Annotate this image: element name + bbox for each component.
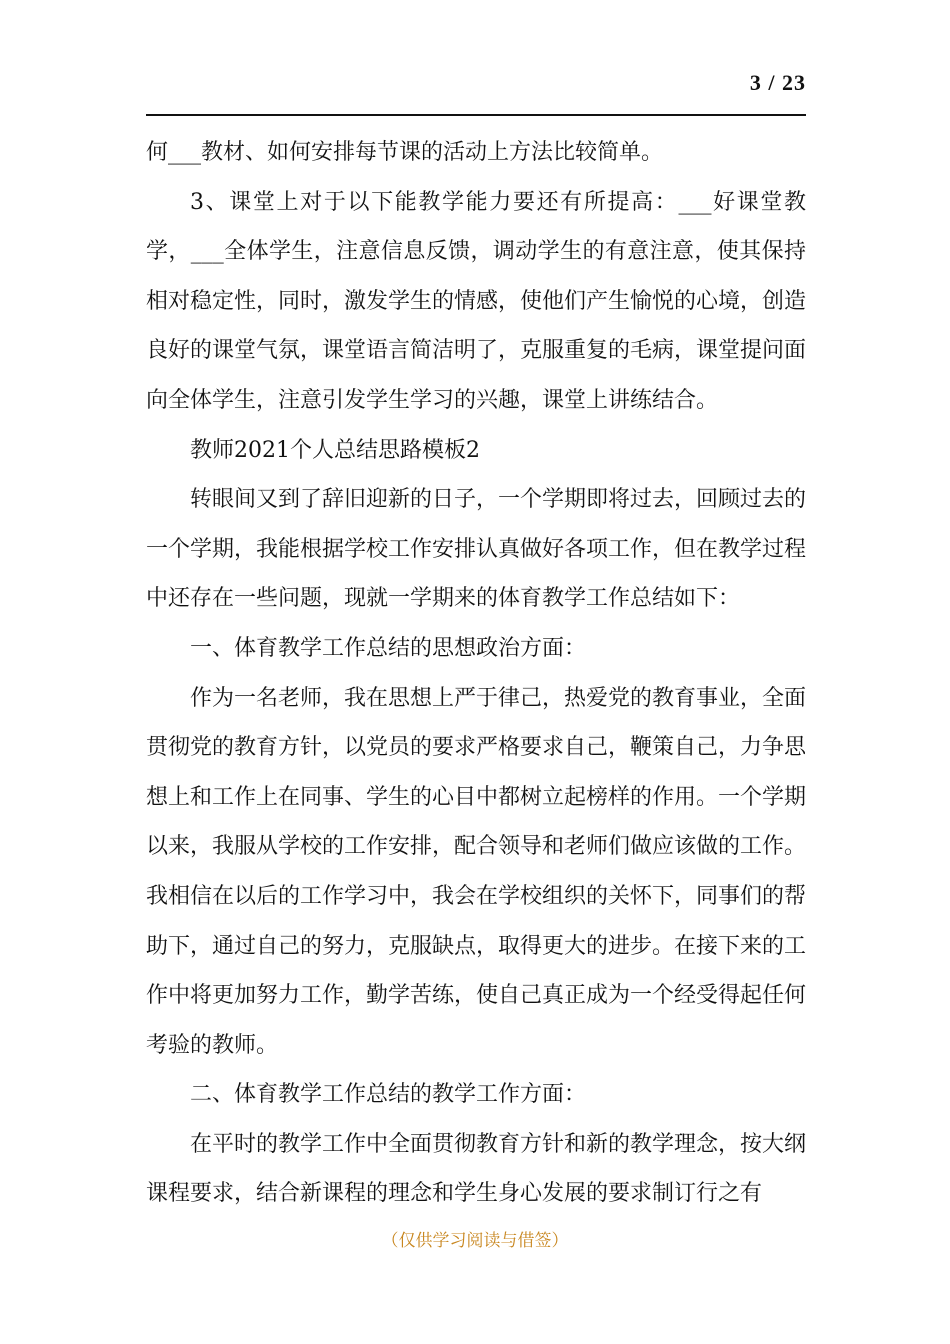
- page-header: [146, 60, 806, 116]
- footer-disclaimer: （仅供学习阅读与借签）: [381, 1231, 569, 1251]
- heading-teaching: 二、体育教学工作总结的教学工作方面：: [190, 1082, 587, 1108]
- document-body: [146, 128, 806, 1219]
- header-divider: [146, 114, 806, 116]
- heading-political: 一、体育教学工作总结的思想政治方面：: [190, 635, 587, 661]
- section-title: 教师2021个人总结思路模板2: [190, 437, 480, 463]
- paragraph-political: 作为一名老师，我在思想上严于律己，热爱党的教育事业，全面贯彻党的教育方针，以党员的要求严格要求自己，鞭策自己，力争思想上和工作上在同事、学生的心目中都树立起榜样的作用。一个学期以来，我服从学校的工作安排，配合领导和老师们做应该做的工作。我相信在以后的工作学习中，我会在学校组织的关怀下，同事们的帮助下，通过自己的努力，克服缺点，取得更大的进步。在接下来的工作中将更加努力工作，勤学苦练，使自己真正成为一个经受得起任何考验的教师。: [146, 685, 807, 1058]
- page-number: 3 / 23: [749, 70, 806, 95]
- paragraph-intro: 转眼间又到了辞旧迎新的日子，一个学期即将过去，回顾过去的一个学期，我能根据学校工作安排认真做好各项工作，但在教学过程中还存在一些问题，现就一学期来的体育教学工作总结如下：: [146, 487, 807, 612]
- paragraph-item-3: 3、课堂上对于以下能教学能力要还有所提高：___好课堂教学，___全体学生，注意信息反馈，调动学生的有意注意，使其保持相对稳定性，同时，激发学生的情感，使他们产生愉悦的心境，创造良好的课堂气氛，课堂语言简洁明了，克服重复的毛病，课堂提问面向全体学生，注意引发学生学习的兴趣，课堂上讲练结合。: [146, 189, 807, 413]
- paragraph-teaching: 在平时的教学工作中全面贯彻教育方针和新的教学理念，按大纲课程要求，结合新课程的理念和学生身心发展的要求制订行之有: [146, 1131, 807, 1207]
- paragraph-continuation: 何___教材、如何安排每节课的活动上方法比较简单。: [146, 140, 664, 165]
